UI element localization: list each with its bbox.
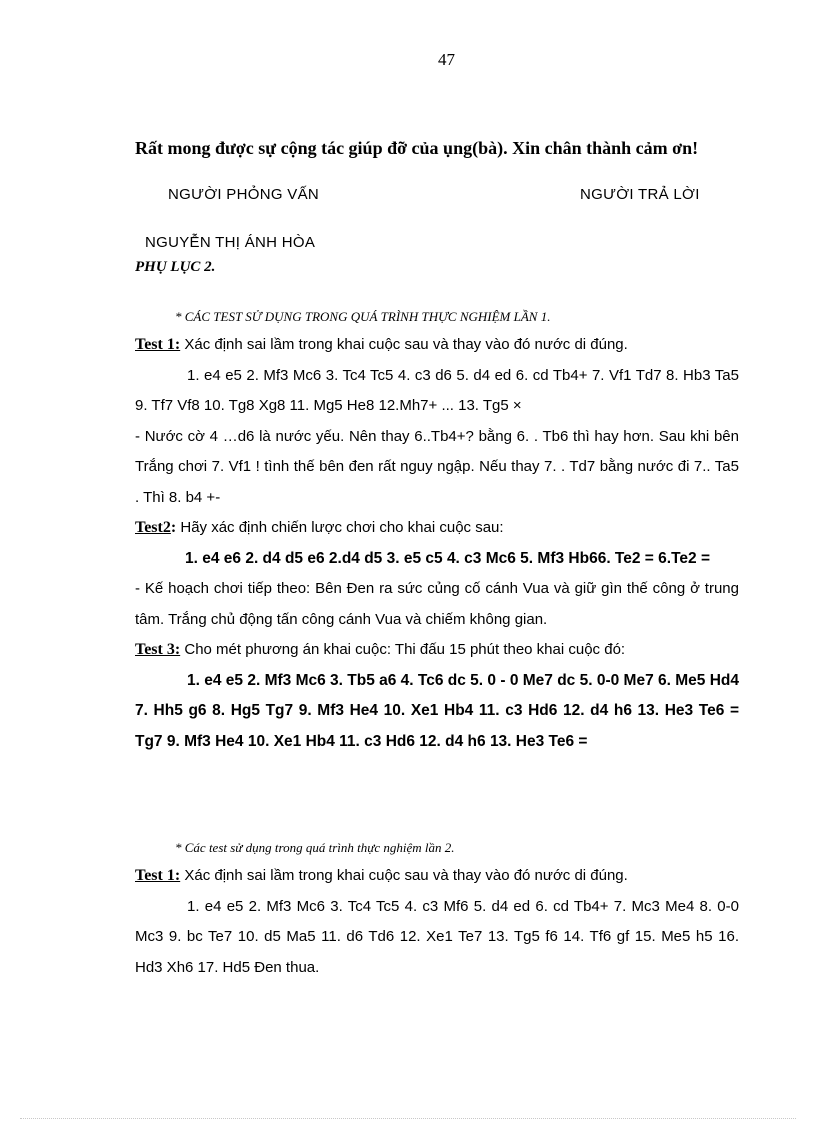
test3-label: Test 3: — [135, 641, 181, 658]
test2-label: Test2 — [135, 519, 171, 536]
respondent-label: NGƯỜI TRẢ LỜI — [580, 186, 700, 203]
test2-colon: : — [170, 519, 177, 536]
s2-test1-label: Test 1: — [135, 867, 181, 884]
section1-heading: * CÁC TEST SỬ DỤNG TRONG QUÁ TRÌNH THỰC NGHIỆM LẦN 1. — [175, 309, 551, 324]
closing-thanks: Rất mong được sự cộng tác giúp đỡ của ụng(bà). Xin chân thành cảm ơn! — [135, 138, 699, 158]
section1-body — [135, 330, 739, 757]
test1-paragraph — [135, 330, 739, 361]
s2-test1-moves: 1. e4 e5 2. Mf3 Mc6 3. Tc4 Tc5 4. c3 Mf6 5. d4 ed 6. cd Tb4+ 7. Mc3 Me4 8. 0-0 Mc3 9. bc Te7 10. d5 Ma5 11. d6 Td6 12. Xe1 Te7 13. Tg5 f6 14. Tf6 gf 15. Me5 h5 16. Hd3 Xh6 17. Hd5 Đen thua. — [135, 897, 739, 976]
test1-label: Test 1: — [135, 336, 181, 353]
test3-paragraph — [135, 635, 739, 666]
test1-moves: 1. e4 e5 2. Mf3 Mc6 3. Tc4 Tc5 4. c3 d6 5. d4 ed 6. cd Tb4+ 7. Vf1 Td7 8. Hb3 Ta5 9. Tf7 Vf8 10. Tg8 Xg8 11. Mg5 He8 12.Mh7+ ... 13. Tg5 × — [135, 366, 739, 414]
section2-heading: * Các test sử dụng trong quá trình thực nghiệm lần 2. — [175, 840, 455, 855]
page-bottom-border — [20, 1118, 796, 1119]
interviewer-name: NGUYỄN THỊ ÁNH HÒA — [145, 234, 316, 251]
test3-prompt: Cho mét phương án khai cuộc: Thi đấu 15 phút theo khai cuộc đó: — [180, 641, 626, 658]
test2-prompt: Hãy xác định chiến lược chơi cho khai cuộc sau: — [176, 519, 504, 536]
test3-moves: 1. e4 e5 2. Mf3 Mc6 3. Tb5 a6 4. Tc6 dc 5. 0 - 0 Me7 dc 5. 0-0 Me7 6. Me5 Hd4 7. Hh5 g6 8. Hg5 Tg7 9. Mf3 He4 10. Xe1 Hb4 11. c3 Hd6 12. d4 h6 13. He3 Te6 = Tg7 9. Mf3 He4 10. Xe1 Hb4 11. c3 Hd6 12. d4 h6 13. He3 Te6 = — [135, 671, 739, 750]
test1-analysis: - Nước cờ 4 …d6 là nước yếu. Nên thay 6..Tb4+? bằng 6. . Tb6 thì hay hơn. Sau khi bên Trắng chơi 7. Vf1 ! tình thế bên đen rất nguy ngập. Nếu thay 7. . Td7 bằng nước đi 7.. Ta5 . Thì 8. b4 +- — [135, 427, 739, 506]
appendix-title: PHỤ LỤC 2. — [135, 259, 216, 275]
interviewer-label: NGƯỜI PHỎNG VẤN — [168, 186, 320, 203]
s2-test1-paragraph — [135, 861, 739, 892]
page-number: 47 — [438, 50, 455, 69]
s2-test1-prompt: Xác định sai lầm trong khai cuộc sau và thay vào đó nước di đúng. — [180, 867, 628, 884]
test2-paragraph — [135, 513, 739, 544]
test2-analysis: - Kế hoạch chơi tiếp theo: Bên Đen ra sức củng cố cánh Vua và giữ gìn thế công ở trung tâm. Trắng chủ động tấn công cánh Vua và chiếm không gian. — [135, 580, 739, 628]
test1-prompt: Xác định sai lầm trong khai cuộc sau và thay vào đó nước di đúng. — [180, 336, 628, 353]
test2-moves: 1. e4 e6 2. d4 d5 e6 2.d4 d5 3. e5 c5 4. c3 Mc6 5. Mf3 Hb66. Te2 = 6.Te2 = — [185, 549, 710, 567]
section2-body — [135, 861, 739, 983]
